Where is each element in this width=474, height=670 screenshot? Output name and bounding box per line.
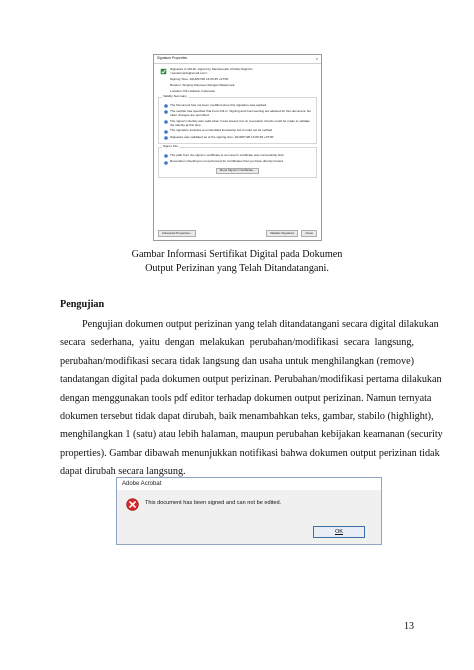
validity-item: Signature was validated as of the signing time: 2016/07/28 14:05:35 +07'00': [162, 136, 313, 140]
signing-location: Location: DKI Jakarta, Indonesia: [170, 88, 215, 93]
figure-caption-line2: Output Perizinan yang Telah Ditandatangani.: [145, 263, 329, 274]
advanced-properties-button[interactable]: Advanced Properties...: [158, 230, 196, 237]
body-paragraph: [60, 316, 443, 482]
signer-info-item: The path from the signer's certificate to an issuer's certificate was successfully built.: [162, 154, 313, 158]
validity-item: The Document has not been modified since this signature was applied.: [162, 104, 313, 108]
paragraph-line: dokumen tersebut tidak dapat dirubah, baik menambahkan teks, gambar, stabilo (highlight),: [60, 410, 434, 422]
info-icon: [164, 130, 168, 134]
paragraph-line: menghilangkan 1 (satu) atau lebih halaman, maupun perubahan kebijakan keamanan (security: [60, 429, 443, 441]
section-heading: Pengujian: [60, 299, 105, 310]
signature-status: Signature is VALID, signed by Sandomeido Christa Nugroho: [170, 67, 253, 71]
dialog-titlebar: [154, 55, 321, 64]
info-icon: [164, 104, 168, 108]
paragraph-line: dapat dirubah secara langsung.: [60, 466, 186, 478]
validity-item: The certifier has specified that Form Fill-in, Signing and Commenting are allowed for this document. No other changes are permitted.: [162, 110, 313, 118]
validity-summary-group: [158, 93, 317, 145]
info-icon: [164, 110, 168, 114]
paragraph-line: properties). Gambar dibawah menunjukkan notifikasi bahwa dokumen output perizinan tidak: [60, 447, 440, 459]
paragraph-line: tandatangan digital pada dokumen output perizinan. Perubahan/modifikasi pertama dilakukan: [60, 374, 442, 386]
signer-info-legend: Signer Info: [163, 144, 178, 149]
validate-signature-button[interactable]: Validate Signature: [266, 230, 298, 237]
paragraph-line: perubahan/modifikasi secara tidak langsung dan usaha untuk menghilangkan (remove): [60, 355, 414, 367]
dialog-title: Signature Properties: [157, 56, 188, 61]
dialog-button-row: [158, 230, 317, 237]
valid-signature-icon: [160, 68, 167, 75]
adobe-acrobat-alert: [116, 477, 382, 545]
close-icon[interactable]: ×: [315, 56, 318, 62]
info-icon: [164, 154, 168, 158]
close-button[interactable]: Close: [301, 230, 317, 237]
validity-summary-legend: Validity Summary: [163, 93, 187, 98]
paragraph-line: Pengujian dokumen output perizinan yang telah ditandatangani secara digital dilakukan: [82, 319, 439, 330]
info-icon: [164, 161, 168, 165]
signer-info-group: [158, 144, 317, 178]
show-signer-certificate-button[interactable]: Show Signer's Certificate...: [216, 168, 260, 175]
error-icon: [126, 498, 139, 511]
signature-properties-dialog: [153, 54, 322, 241]
paragraph-line: secara sederhana, yaitu dengan melakukan perubahan/modifikasi secara langsung,: [60, 337, 414, 349]
info-icon: [164, 120, 168, 124]
figure-caption-line1: Gambar Informasi Sertifikat Digital pada Dokumen: [131, 249, 343, 260]
signer-email: <sandomeido@email.com>.: [170, 70, 209, 75]
validity-item: The signer's identity was valid when it was issued, but no revocation checks could be made to validate the identity at this time.: [162, 120, 313, 128]
alert-title: Adobe Acrobat: [117, 478, 381, 490]
ok-button[interactable]: OK: [313, 526, 365, 538]
page-number: 13: [404, 621, 414, 632]
alert-message: This document has been signed and can not be edited.: [145, 500, 282, 506]
validity-item: The signature includes an embedded timestamp but it could not be verified.: [162, 129, 313, 133]
signature-header: [154, 64, 321, 94]
signing-reason: Reason: Singing Dokumen Dengan Watermark: [170, 82, 235, 87]
paragraph-line: dengan menggunakan tools pdf editor terhadap dokumen output perizinan. Namun ternyata: [60, 392, 432, 404]
alert-body: [117, 490, 381, 544]
signer-info-item: Revocation checking is not performed for Certificates that you have directly trusted.: [162, 160, 313, 164]
signing-time: Signing Time: 2016/07/28 14:05:35 +07'00': [170, 76, 229, 81]
info-icon: [164, 136, 168, 140]
